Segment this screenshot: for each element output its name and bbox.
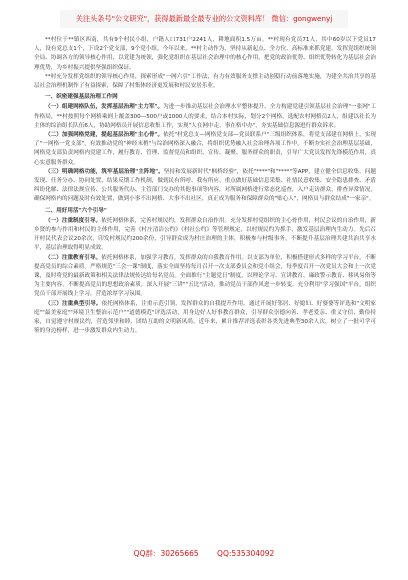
- subsection-text: 依托网格体系，加强学习教育，发挥群众的自我教育作用。以支部为单位，积极搭建形式多样的学习平台，不断提高党员的综合素质。严格规范"三会一课"制度，落实全面坚持每月召开一次支部委员会和党小组会，每季度召开一次党员大会和上一次党课，及时将党的最新政策和相关法律法规传达给每名党员。全面推行"主题党日"制度，以理论学习、宣讲教育、廉政警示教育、移风易俗等为主要内容，不断提高党员的思想政治素质。深入开展"三讲""五比"活动，推动党员干部作风进一步转变。充分利用"学习强国"平台，组织党员干部开展线上学习，营造浓厚学习氛围。: [34, 254, 376, 298]
- subsection: [34, 103, 376, 131]
- subsection-title: （二）加强网格党建，提起基层治理"主心骨"。: [45, 132, 164, 139]
- subsection-text: 坚持和发展新时代"枫桥经验"，依托"****"和"****"等APP，建立健全信息收集、问题发现、任务分办、协同处置、结果反馈工作机制，做到民有所呼、我有所应。重点做好基础信息采集、社情民意收集、安全隐患排查、矛盾纠纷化解、法律法规宣传、公共服务代办、主管部门交办的其他事项等内容，对所属网格进行常态化巡查，入户走访群众，排查异常情况，确保网格内的问题及时有效处置，做到小事不出网格、大事不出社区，真正成为服务和保障群众的"贴心人"，网格员与群众结成"一家亲"。: [34, 168, 376, 203]
- subsection-text: 依托"村党总支—网格党支部—党员联系户"三级组织体系，将党支部建在网格上，实现了"一网格一党支部"，有效推动党的"神经末梢"与综治网格深入融合，将组织优势融入社会治理各项工作中。不断夯实社会治理基层基础，网格党支部负责网格内党建工作，履行教育、管理、监督党员和组织、宣传、凝聚、服务群众的职责，引导广大党员发挥先锋模范作用，真心实意服务群众。: [34, 132, 376, 166]
- subsection-text: 依托网格体系，注重示范引领，发挥群众的自我提升作用。通过开展好邻居、好媳妇、好婆婆等评选和"文明家庭""最美家庭""环境卫生整治示范户""道德模范"评选活动，用身边好人好事教育群众，引导群众崇德向善、孝老爱亲、重义守信、勤俭持家，自觉遵守村规民约，营造邻里和睦、团结互助的文明新风尚。近年来，累计推荐评选表彰各类先进典型30余人次，树立了一批可学可鉴的身边榜样，进一步激发群众内生动力。: [34, 300, 376, 335]
- subsection: [34, 217, 376, 254]
- subsection: [34, 254, 376, 300]
- section-heading: 二、用好用活"六个引导": [45, 207, 107, 214]
- subsection: [34, 131, 376, 168]
- subsection-title: （三）明确网格功能，筑牢基层治理"主阵地"。: [45, 168, 164, 175]
- section-heading: 一、织密建强基层治理工作网: [45, 94, 118, 101]
- subsection-title: （一）注重制度引导。: [45, 217, 102, 224]
- subsection: [34, 168, 376, 205]
- subsection-text: 依托网格体系，完善村规民约，发挥群众自治作用。充分发挥村党组织的主心骨作用，村民会议的自治作用，新乡贤的参与作用和村民的主体作用，完善《村庄清洁公约》《村社公约》等管理规定，以村规民约为抓手，激发基层治理内生动力。先后召开村民代表会议20余次，印发村规民约200余份，引导群众成为村庄治理的主体，积极参与村级事务，不断提升基层治理共建共治共享水平，基层治理取得明显成效。: [34, 217, 376, 252]
- qq-number: QQ:535304092: [217, 549, 275, 558]
- top-banner: 关注头条号"公文研究"，获得最新最全最专业的公文资料库！ 微信：gongwenyj: [60, 10, 348, 28]
- paragraph: **村位于**镇区西南，共有9个村民小组，户籍人口731户2241人，耕地面积1.5万亩。**村现有党员71人，其中60岁以下党员17人，设有党总支1个，下设2个党支部，9个党小组。今年以来，**村主动作为，坚持从新起点、全方位、高标准来抓党建，发挥党组织统领全局、协调各方的领导核心作用，以党建为统领，强化党组织在基层社会治理中的核心作用，把党的政治优势、组织优势转化为基层社会治理优势，为乡村振兴提供坚强组织保证。: [34, 37, 376, 71]
- subsection-title: （二）注重教育引导。: [45, 254, 102, 261]
- subsection-text: 为进一步推动基层社会治理水平整体提升，全力构建党建引领基层社会治理"一张网"工作格局，**村按照每个网格乘则上覆盖300—500户或1000人的要求，结合本村实际，划分2个网格，选配农村网格员2人，组建以社长为主体的综治组长队伍6人，协助网格员开展信息收集工作，实现"人在网中走、事在格中办"，夯实基础信息源进行群众诉求。: [34, 104, 376, 129]
- subsection: [34, 300, 376, 337]
- subsection-title: （一）组建网格队伍，发挥基层治理"主力军"。: [45, 104, 164, 111]
- subsection-title: （三）注重典型引导。: [45, 300, 102, 307]
- qq-group: QQ群：30265665: [133, 549, 199, 558]
- document-body: [34, 36, 376, 337]
- paragraph: **村充分发挥党组织的领导核心作用，探索形成"一网六引"工作法，有力有效服务支撑主动创稳行动前落地实施，为建全共治共享的基层社会治理机制作了有益探索，保障了村集体经济更发展和村民安居乐业。: [34, 73, 376, 90]
- footer: [0, 548, 408, 559]
